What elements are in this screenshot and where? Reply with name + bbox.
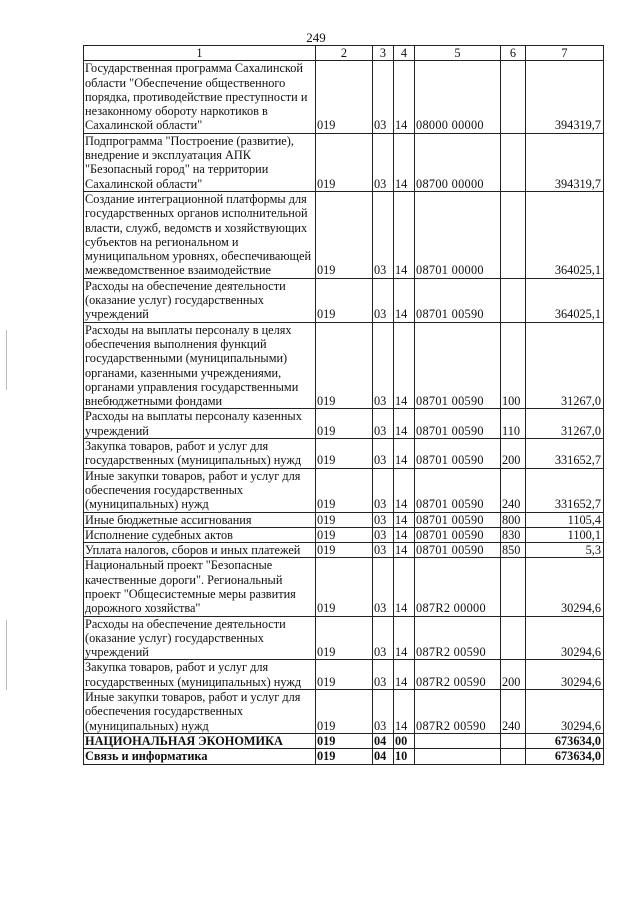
column-header: 1	[84, 46, 316, 61]
expense-type-cell	[501, 278, 526, 322]
section-code-cell: 03	[373, 616, 394, 660]
expense-type-cell	[501, 616, 526, 660]
row-name-cell: Закупка товаров, работ и услуг для государственных (муниципальных) нужд	[84, 439, 316, 469]
ministry-code-cell: 019	[316, 468, 373, 512]
table-header-row	[84, 46, 604, 61]
amount-cell: 673634,0	[526, 749, 604, 764]
section-code-cell: 03	[373, 191, 394, 278]
table-row	[84, 468, 604, 512]
subsection-code-cell: 14	[394, 61, 415, 133]
ministry-code-cell: 019	[316, 409, 373, 439]
ministry-code-cell: 019	[316, 527, 373, 542]
expense-type-cell	[501, 733, 526, 748]
row-name-cell: Уплата налогов, сборов и иных платежей	[84, 543, 316, 558]
column-header: 6	[501, 46, 526, 61]
row-name-cell: Исполнение судебных актов	[84, 527, 316, 542]
row-name-cell: Создание интеграционной платформы для государственных органов исполнительной власти, служб, ведомств и хозяйствующих субъектов на региональном и муниципальном уровнях, обеспечивающей межведомственное взаимодействие	[84, 191, 316, 278]
subsection-code-cell: 14	[394, 543, 415, 558]
ministry-code-cell: 019	[316, 543, 373, 558]
table-row	[84, 133, 604, 191]
budget-table	[83, 45, 604, 765]
expense-type-cell	[501, 749, 526, 764]
ministry-code-cell: 019	[316, 322, 373, 409]
page-number: 249	[306, 30, 326, 45]
target-item-cell: 08701 00590	[415, 322, 501, 409]
amount-cell: 364025,1	[526, 191, 604, 278]
expense-type-cell: 200	[501, 660, 526, 690]
expense-type-cell: 800	[501, 512, 526, 527]
table-row	[84, 61, 604, 133]
expense-type-cell	[501, 558, 526, 616]
amount-cell: 30294,6	[526, 690, 604, 734]
expense-type-cell: 200	[501, 439, 526, 469]
expense-type-cell	[501, 61, 526, 133]
table-row	[84, 191, 604, 278]
ministry-code-cell: 019	[316, 439, 373, 469]
subsection-code-cell: 14	[394, 558, 415, 616]
row-name-cell: Иные закупки товаров, работ и услуг для обеспечения государственных (муниципальных) нужд	[84, 468, 316, 512]
section-code-cell: 03	[373, 439, 394, 469]
row-name-cell: Расходы на выплаты персоналу в целях обеспечения выполнения функций государственными (муниципальными) органами, казенными учреждениями, органами управления государственными внебюджетными фондами	[84, 322, 316, 409]
section-code-cell: 03	[373, 468, 394, 512]
amount-cell: 364025,1	[526, 278, 604, 322]
table-row	[84, 278, 604, 322]
amount-cell: 30294,6	[526, 616, 604, 660]
target-item-cell: 08701 00590	[415, 439, 501, 469]
table-row	[84, 322, 604, 409]
ministry-code-cell: 019	[316, 749, 373, 764]
expense-type-cell	[501, 133, 526, 191]
amount-cell: 394319,7	[526, 61, 604, 133]
amount-cell: 30294,6	[526, 660, 604, 690]
section-code-cell: 03	[373, 133, 394, 191]
target-item-cell: 08701 00590	[415, 468, 501, 512]
subsection-code-cell: 14	[394, 191, 415, 278]
scan-margin-mark	[6, 620, 7, 690]
ministry-code-cell: 019	[316, 133, 373, 191]
column-header: 2	[316, 46, 373, 61]
target-item-cell: 08700 00000	[415, 133, 501, 191]
target-item-cell	[415, 733, 501, 748]
amount-cell: 31267,0	[526, 322, 604, 409]
section-code-cell: 03	[373, 322, 394, 409]
section-code-cell: 03	[373, 278, 394, 322]
subsection-code-cell: 14	[394, 527, 415, 542]
ministry-code-cell: 019	[316, 690, 373, 734]
row-name-cell: Расходы на выплаты персоналу казенных учреждений	[84, 409, 316, 439]
column-header: 7	[526, 46, 604, 61]
target-item-cell: 08000 00000	[415, 61, 501, 133]
column-header: 5	[415, 46, 501, 61]
ministry-code-cell: 019	[316, 733, 373, 748]
row-name-cell: Расходы на обеспечение деятельности (оказание услуг) государственных учреждений	[84, 278, 316, 322]
subsection-code-cell: 14	[394, 616, 415, 660]
table-row	[84, 733, 604, 748]
amount-cell: 673634,0	[526, 733, 604, 748]
row-name-cell: Иные бюджетные ассигнования	[84, 512, 316, 527]
target-item-cell	[415, 749, 501, 764]
subsection-code-cell: 10	[394, 749, 415, 764]
subsection-code-cell: 14	[394, 660, 415, 690]
section-code-cell: 03	[373, 558, 394, 616]
table-row	[84, 616, 604, 660]
amount-cell: 5,3	[526, 543, 604, 558]
ministry-code-cell: 019	[316, 558, 373, 616]
expense-type-cell: 110	[501, 409, 526, 439]
target-item-cell: 087R2 00000	[415, 558, 501, 616]
section-code-cell: 03	[373, 660, 394, 690]
target-item-cell: 08701 00590	[415, 543, 501, 558]
row-name-cell: Национальный проект "Безопасные качественные дороги". Региональный проект "Общесистемные меры развития дорожного хозяйства"	[84, 558, 316, 616]
section-code-cell: 03	[373, 690, 394, 734]
ministry-code-cell: 019	[316, 512, 373, 527]
section-code-cell: 03	[373, 512, 394, 527]
ministry-code-cell: 019	[316, 278, 373, 322]
subsection-code-cell: 14	[394, 512, 415, 527]
row-name-cell: Государственная программа Сахалинской области "Обеспечение общественного порядка, противодействие преступности и незаконному обороту наркотиков в Сахалинской области"	[84, 61, 316, 133]
amount-cell: 30294,6	[526, 558, 604, 616]
column-header: 3	[373, 46, 394, 61]
target-item-cell: 08701 00590	[415, 527, 501, 542]
ministry-code-cell: 019	[316, 616, 373, 660]
row-name-cell: Иные закупки товаров, работ и услуг для обеспечения государственных (муниципальных) нужд	[84, 690, 316, 734]
subsection-code-cell: 14	[394, 278, 415, 322]
expense-type-cell: 100	[501, 322, 526, 409]
amount-cell: 31267,0	[526, 409, 604, 439]
ministry-code-cell: 019	[316, 191, 373, 278]
expense-type-cell: 240	[501, 468, 526, 512]
target-item-cell: 08701 00000	[415, 191, 501, 278]
subsection-code-cell: 14	[394, 690, 415, 734]
section-code-cell: 04	[373, 749, 394, 764]
section-code-cell: 03	[373, 61, 394, 133]
section-code-cell: 03	[373, 409, 394, 439]
row-name-cell: Расходы на обеспечение деятельности (оказание услуг) государственных учреждений	[84, 616, 316, 660]
subsection-code-cell: 14	[394, 468, 415, 512]
target-item-cell: 08701 00590	[415, 512, 501, 527]
target-item-cell: 08701 00590	[415, 278, 501, 322]
table-row	[84, 543, 604, 558]
expense-type-cell: 830	[501, 527, 526, 542]
table-row	[84, 660, 604, 690]
subsection-code-cell: 14	[394, 439, 415, 469]
row-name-cell: Связь и информатика	[84, 749, 316, 764]
table-row	[84, 527, 604, 542]
section-code-cell: 03	[373, 543, 394, 558]
table-row	[84, 749, 604, 764]
scan-margin-mark	[6, 330, 7, 390]
table-row	[84, 512, 604, 527]
target-item-cell: 087R2 00590	[415, 616, 501, 660]
table-row	[84, 439, 604, 469]
subsection-code-cell: 14	[394, 133, 415, 191]
row-name-cell: Подпрограмма "Построение (развитие), внедрение и эксплуатация АПК "Безопасный город" на территории Сахалинской области"	[84, 133, 316, 191]
amount-cell: 394319,7	[526, 133, 604, 191]
amount-cell: 331652,7	[526, 468, 604, 512]
table-row	[84, 409, 604, 439]
expense-type-cell	[501, 191, 526, 278]
target-item-cell: 08701 00590	[415, 409, 501, 439]
row-name-cell: НАЦИОНАЛЬНАЯ ЭКОНОМИКА	[84, 733, 316, 748]
column-header: 4	[394, 46, 415, 61]
amount-cell: 1100,1	[526, 527, 604, 542]
expense-type-cell: 240	[501, 690, 526, 734]
amount-cell: 331652,7	[526, 439, 604, 469]
ministry-code-cell: 019	[316, 61, 373, 133]
table-row	[84, 558, 604, 616]
ministry-code-cell: 019	[316, 660, 373, 690]
amount-cell: 1105,4	[526, 512, 604, 527]
table-row	[84, 690, 604, 734]
section-code-cell: 04	[373, 733, 394, 748]
subsection-code-cell: 14	[394, 409, 415, 439]
subsection-code-cell: 14	[394, 322, 415, 409]
subsection-code-cell: 00	[394, 733, 415, 748]
target-item-cell: 087R2 00590	[415, 660, 501, 690]
expense-type-cell: 850	[501, 543, 526, 558]
target-item-cell: 087R2 00590	[415, 690, 501, 734]
row-name-cell: Закупка товаров, работ и услуг для государственных (муниципальных) нужд	[84, 660, 316, 690]
section-code-cell: 03	[373, 527, 394, 542]
